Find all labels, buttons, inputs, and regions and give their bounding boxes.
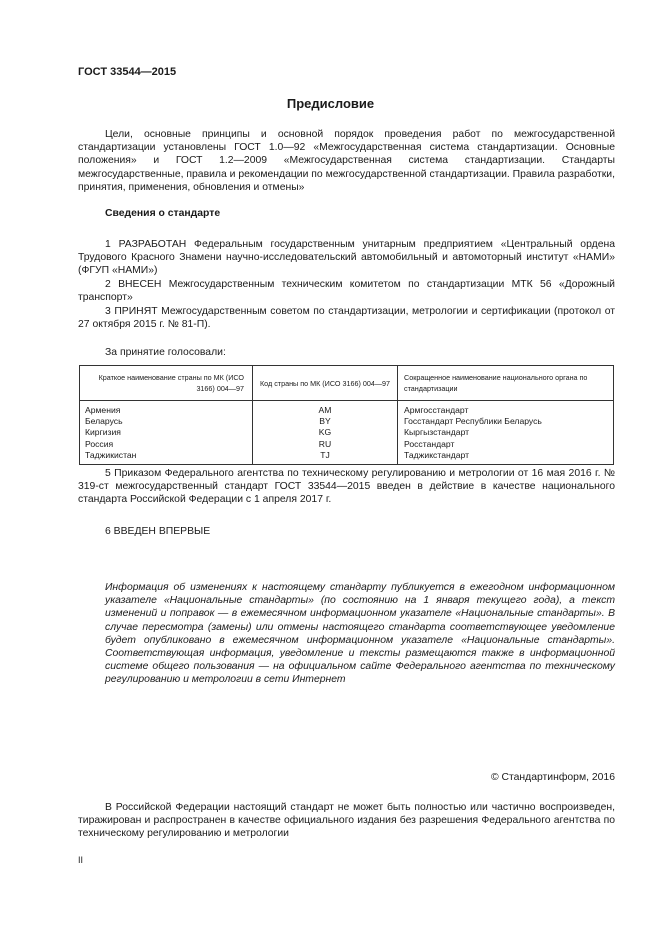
table-row [80,450,614,465]
restriction-text: В Российской Федерации настоящий стандарт не может быть полностью или частично воспроизведен, тиражирован и распространен в качестве официального издания без разрешения Федерального агентства по техническому регулированию и метрологии [78,802,615,840]
info-notice: Информация об изменениях к настоящему стандарту публикуется в ежегодном информационном указателе «Национальные стандарты» (по состоянию на 1 января текущего года), а текст изменений и поправок — в ежемесячном информационном указателе «Национальные стандарты». В случае пересмотра (замены) или отмены настоящего стандарта соответствующее уведомление будет опубликовано в ежемесячном информационном указателе «Национальные стандарты». Соответствующая информация, уведомление и тексты размещаются также в информационной системе общего пользования — на официальном сайте Федерального агентства по техническому регулированию и метрологии в сети Интернет [105,582,615,686]
col-header-code: Код страны по МК (ИСО 3166) 004—97 [253,366,398,401]
table-row [80,439,614,450]
body-cell: Росстандарт [398,439,614,450]
item-enacted [78,467,615,507]
col-header-country: Краткое наименование страны по МК (ИСО 3166) 004—97 [80,366,253,401]
intro-text: Цели, основные принципы и основной порядок проведения работ по межгосударственной стандартизации установлены ГОСТ 1.0—92 «Межгосударственная система стандартизации. Основные положения» и ГОСТ 1.2—2009 «Межгосударственная система стандартизации. Стандарты межгосударственные, правила и рекомендации по межгосударственной стандартизации. Правила разработки, принятия, применения, обновления и отмены» [78,129,615,193]
item-adopted [78,305,615,331]
page-number: II [78,855,84,865]
body-cell: Госстандарт Республики Беларусь [398,416,614,427]
item-submitted [78,278,615,304]
country-cell: Беларусь [80,416,253,427]
intro-paragraph [78,128,615,194]
table-row [80,416,614,427]
country-cell: Таджикистан [80,450,253,465]
item-submitted-text: 2 ВНЕСЕН Межгосударственным техническим комитетом по стандартизации МТК 56 «Дорожный транспорт» [78,279,615,304]
table-row [80,427,614,438]
item-developed-text: 1 РАЗРАБОТАН Федеральным государственным унитарным предприятием «Центральный ордена Трудового Красного Знамени научно-исследовательский автомобильный и автомоторный институт «НАМИ» (ФГУП «НАМИ») [78,239,615,277]
country-cell: Армения [80,401,253,417]
voted-label: За принятие голосовали: [105,347,226,358]
copyright: © Стандартинформ, 2016 [490,772,615,783]
code-cell: TJ [253,450,398,465]
restriction-notice [78,801,615,841]
body-cell: Кыргызстандарт [398,427,614,438]
country-cell: Россия [80,439,253,450]
item-adopted-text: 3 ПРИНЯТ Межгосударственным советом по стандартизации, метрологии и сертификации (протокол от 27 октября 2015 г. № 81-П). [78,306,615,331]
standard-info-heading: Сведения о стандарте [105,208,221,219]
table-header-row [80,366,614,401]
item-developed [78,238,615,278]
code-cell: RU [253,439,398,450]
body-cell: Армгосстандарт [398,401,614,417]
code-cell: KG [253,427,398,438]
item-first-introduced-text: 6 ВВЕДЕН ВПЕРВЫЕ [105,526,211,537]
page-title: Предисловие [286,96,375,111]
col-header-body: Сокращенное наименование национального органа по стандартизации [398,366,614,401]
code-cell: BY [253,416,398,427]
document-code: ГОСТ 33544—2015 [78,66,177,78]
body-cell: Таджикстандарт [398,450,614,465]
item-first-introduced [78,525,615,538]
code-cell: AM [253,401,398,417]
item-enacted-text: 5 Приказом Федерального агентства по техническому регулированию и метрологии от 16 мая 2016 г. № 319-ст межгосударственный стандарт ГОСТ 33544—2015 введен в действие в качестве национального стандарта Российской Федерации с 1 апреля 2017 г. [78,468,615,506]
voting-table [79,365,614,465]
country-cell: Киргизия [80,427,253,438]
table-row [80,401,614,417]
